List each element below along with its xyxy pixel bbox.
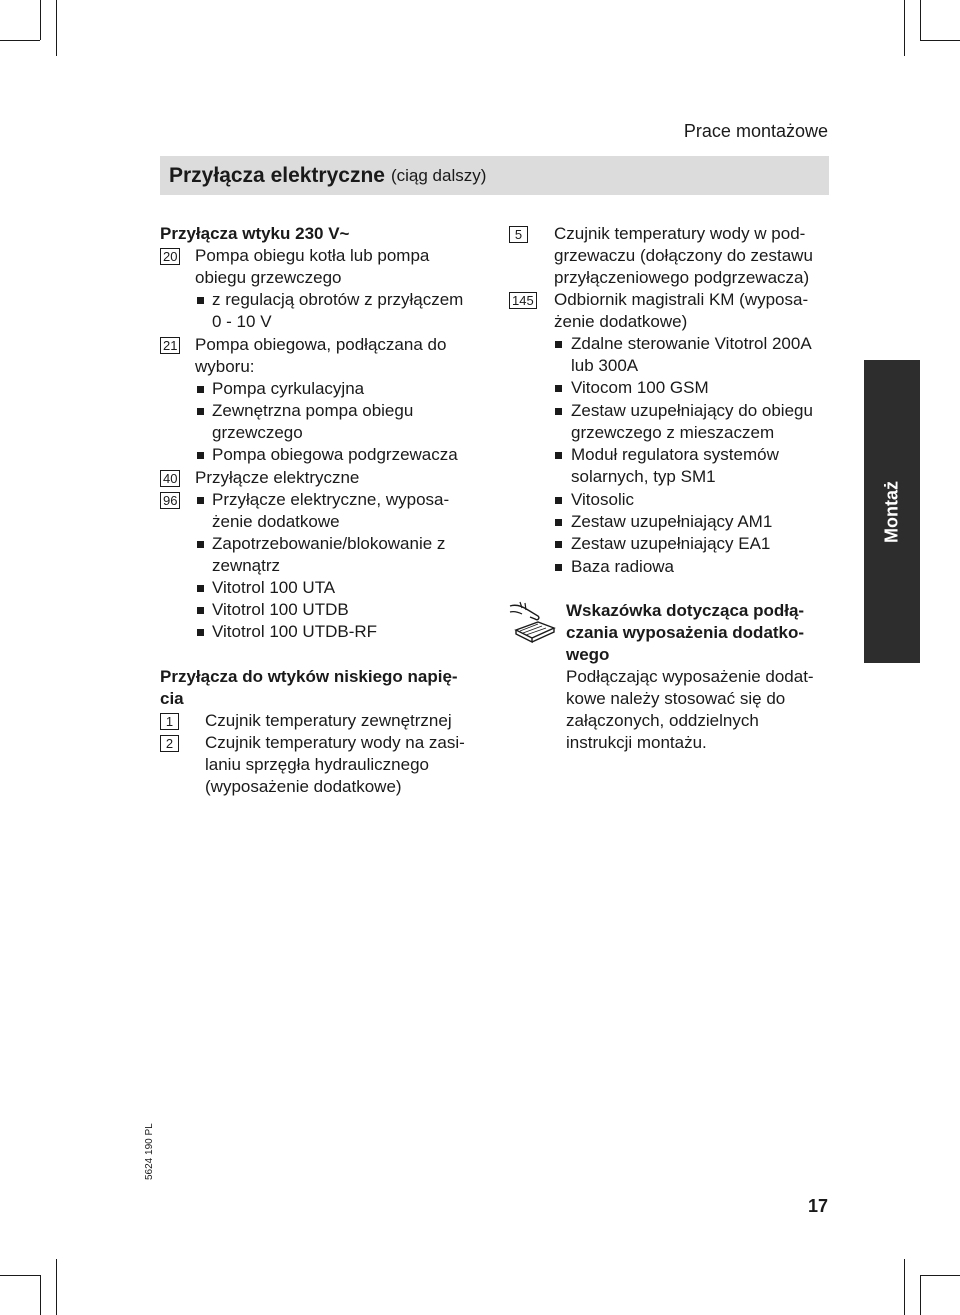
chapter-tab bbox=[864, 360, 920, 663]
note-title: czania wyposażenia dodatko- bbox=[566, 623, 805, 642]
section-heading: Przyłącza do wtyków niskiego napię- bbox=[160, 667, 458, 686]
bullet-icon bbox=[197, 297, 204, 304]
list-item: Zestaw uzupełniający EA1 bbox=[571, 534, 771, 553]
list-item: zewnątrz bbox=[212, 556, 281, 575]
bullet-icon bbox=[555, 497, 562, 504]
list-item: Vitotrol 100 UTDB bbox=[212, 600, 349, 619]
list-item: przyłączeniowego podgrzewacza) bbox=[554, 268, 810, 287]
list-item: obiegu grzewczego bbox=[195, 268, 342, 287]
list-item: Przyłącze elektryczne, wyposa- bbox=[212, 490, 450, 509]
list-item: grzewaczu (dołączony do zestawu bbox=[554, 246, 813, 265]
terminal-code: 96 bbox=[160, 492, 180, 509]
crop-mark bbox=[0, 40, 40, 41]
list-item: 0 - 10 V bbox=[212, 312, 272, 331]
crop-mark bbox=[920, 40, 960, 41]
bullet-icon bbox=[555, 452, 562, 459]
page-title: Przyłącza elektryczne bbox=[169, 163, 385, 187]
list-item: Pompa cyrkulacyjna bbox=[212, 379, 365, 398]
list-item: laniu sprzęgła hydraulicznego bbox=[205, 755, 429, 774]
crop-mark bbox=[920, 1275, 960, 1276]
section-heading: Przyłącza wtyku 230 V~ bbox=[160, 224, 350, 243]
list-item: Moduł regulatora systemów bbox=[571, 445, 779, 464]
terminal-code: 145 bbox=[509, 292, 537, 309]
section-header: Prace montażowe bbox=[683, 121, 828, 141]
list-item: Zestaw uzupełniający AM1 bbox=[571, 512, 773, 531]
instruction-note-icon bbox=[508, 600, 558, 644]
chapter-tab-label: Montaż bbox=[881, 480, 902, 543]
list-item: Vitotrol 100 UTA bbox=[212, 578, 336, 597]
crop-mark bbox=[904, 1259, 905, 1315]
list-item: grzewczego bbox=[212, 423, 303, 442]
note-body: kowe należy stosować się do bbox=[566, 689, 786, 708]
bullet-icon bbox=[197, 408, 204, 415]
bullet-icon bbox=[197, 541, 204, 548]
note-body: Podłączając wyposażenie dodat- bbox=[566, 667, 814, 686]
terminal-code: 40 bbox=[160, 470, 180, 487]
bullet-icon bbox=[555, 541, 562, 548]
crop-mark bbox=[40, 0, 41, 40]
list-item: Zapotrzebowanie/blokowanie z bbox=[212, 534, 446, 553]
bullet-icon bbox=[197, 607, 204, 614]
list-item: Vitotrol 100 UTDB-RF bbox=[212, 622, 378, 641]
list-item: wyboru: bbox=[195, 357, 255, 376]
section-heading: cia bbox=[160, 689, 184, 708]
list-item: Vitosolic bbox=[571, 490, 634, 509]
bullet-icon bbox=[555, 408, 562, 415]
list-item: (wyposażenie dodatkowe) bbox=[205, 777, 402, 796]
bullet-icon bbox=[197, 629, 204, 636]
note-body: załączonych, oddzielnych bbox=[566, 711, 759, 730]
document-number: 5624 190 PL bbox=[144, 1123, 155, 1180]
note-body: instrukcji montażu. bbox=[566, 733, 707, 752]
list-item: lub 300A bbox=[571, 356, 639, 375]
list-item: Zdalne sterowanie Vitotrol 200A bbox=[571, 334, 812, 353]
list-item: żenie dodatkowe bbox=[212, 512, 340, 531]
list-item: Czujnik temperatury wody w pod- bbox=[554, 224, 806, 243]
list-item: Zestaw uzupełniający do obiegu bbox=[571, 401, 813, 420]
list-item: Zewnętrzna pompa obiegu bbox=[212, 401, 414, 420]
crop-mark bbox=[56, 0, 57, 56]
list-item: żenie dodatkowe) bbox=[554, 312, 688, 331]
bullet-icon bbox=[555, 385, 562, 392]
note-title: Wskazówka dotycząca podłą- bbox=[566, 601, 805, 620]
bullet-icon bbox=[555, 564, 562, 571]
list-item: Vitocom 100 GSM bbox=[571, 378, 709, 397]
list-item: solarnych, typ SM1 bbox=[571, 467, 716, 486]
bullet-icon bbox=[555, 341, 562, 348]
page-subtitle: (ciąg dalszy) bbox=[390, 165, 487, 185]
bullet-icon bbox=[197, 585, 204, 592]
terminal-code: 5 bbox=[509, 226, 528, 243]
list-item: Przyłącze elektryczne bbox=[195, 468, 360, 487]
terminal-code: 1 bbox=[160, 713, 179, 730]
bullet-icon bbox=[555, 519, 562, 526]
page-number: 17 bbox=[807, 1196, 828, 1216]
list-item: Baza radiowa bbox=[571, 557, 675, 576]
terminal-code: 20 bbox=[160, 248, 180, 265]
crop-mark bbox=[40, 1275, 41, 1315]
crop-mark bbox=[0, 1275, 40, 1276]
note-title: wego bbox=[566, 645, 610, 664]
list-item: Pompa obiegowa podgrzewacza bbox=[212, 445, 458, 464]
crop-mark bbox=[56, 1259, 57, 1315]
crop-mark bbox=[920, 0, 921, 40]
list-item: Czujnik temperatury zewnętrznej bbox=[205, 711, 452, 730]
terminal-code: 21 bbox=[160, 337, 180, 354]
bullet-icon bbox=[197, 386, 204, 393]
list-item: grzewczego z mieszaczem bbox=[571, 423, 775, 442]
bullet-icon bbox=[197, 452, 204, 459]
list-item: z regulacją obrotów z przyłączem bbox=[212, 290, 464, 309]
bullet-icon bbox=[197, 497, 204, 504]
page-title-bar bbox=[160, 156, 829, 195]
crop-mark bbox=[920, 1275, 921, 1315]
list-item: Pompa obiegu kotła lub pompa bbox=[195, 246, 430, 265]
list-item: Czujnik temperatury wody na zasi- bbox=[205, 733, 465, 752]
list-item: Odbiornik magistrali KM (wyposa- bbox=[554, 290, 809, 309]
terminal-code: 2 bbox=[160, 735, 179, 752]
list-item: Pompa obiegowa, podłączana do bbox=[195, 335, 447, 354]
crop-mark bbox=[904, 0, 905, 56]
